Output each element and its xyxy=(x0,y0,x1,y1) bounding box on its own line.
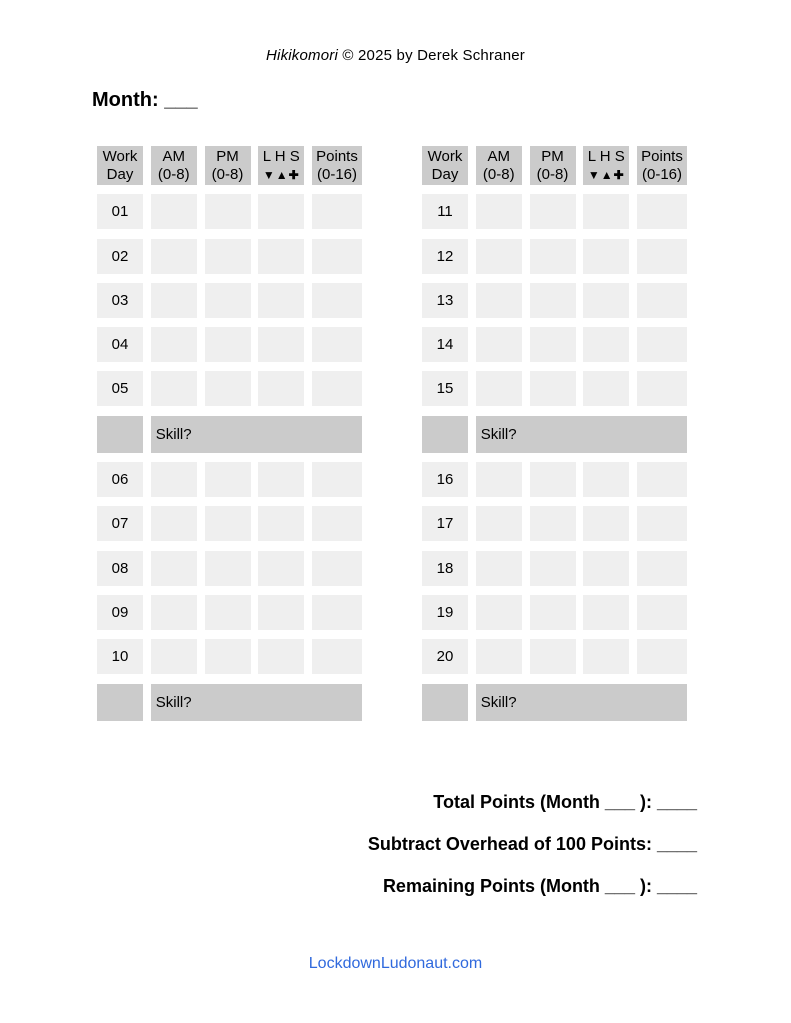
entry-cell xyxy=(312,639,362,674)
work-day-cell: 14 xyxy=(422,327,468,362)
column-header-pm-line1: PM xyxy=(541,147,564,165)
entry-cell xyxy=(151,462,197,497)
column-header-am xyxy=(151,146,197,185)
work-day-cell: 04 xyxy=(97,327,143,362)
entry-cell xyxy=(530,239,576,274)
entry-cell xyxy=(258,551,304,586)
column-header-work-day-line1: Work xyxy=(102,147,138,165)
entry-cell xyxy=(530,283,576,318)
entry-cell xyxy=(637,327,687,362)
work-day-cell: 12 xyxy=(422,239,468,274)
column-header-points-line1: Points xyxy=(641,147,683,165)
entry-cell xyxy=(151,194,197,229)
entry-cell xyxy=(312,506,362,541)
work-day-cell: 15 xyxy=(422,371,468,406)
total-points-line: Total Points (Month ___ ): ____ xyxy=(433,792,697,812)
entry-cell xyxy=(637,639,687,674)
entry-cell xyxy=(583,506,629,541)
entry-cell xyxy=(476,371,522,406)
entry-cell xyxy=(312,595,362,630)
entry-cell xyxy=(151,327,197,362)
entry-cell xyxy=(312,194,362,229)
entry-cell xyxy=(151,283,197,318)
entry-cell xyxy=(258,506,304,541)
month-label: Month: xyxy=(92,89,159,111)
entry-cell xyxy=(583,462,629,497)
column-header-am-line2: (0-8) xyxy=(482,165,515,183)
entry-cell xyxy=(258,595,304,630)
entry-cell xyxy=(637,551,687,586)
column-header-work-day-line2: Day xyxy=(106,165,134,183)
skill-row-spacer xyxy=(97,684,143,721)
website-link[interactable]: LockdownLudonaut.com xyxy=(308,955,483,972)
entry-cell xyxy=(583,639,629,674)
entry-cell xyxy=(205,595,251,630)
work-day-cell: 13 xyxy=(422,283,468,318)
entry-cell xyxy=(476,194,522,229)
entry-cell xyxy=(205,239,251,274)
column-header-am-line1: AM xyxy=(487,147,510,165)
work-day-cell: 08 xyxy=(97,551,143,586)
entry-cell xyxy=(530,506,576,541)
month-line xyxy=(92,89,198,112)
column-header-work-day-line2: Day xyxy=(431,165,459,183)
entry-cell xyxy=(583,371,629,406)
entry-cell xyxy=(205,551,251,586)
entry-cell xyxy=(476,462,522,497)
column-header-points-line1: Points xyxy=(316,147,358,165)
entry-cell xyxy=(205,327,251,362)
skill-row-spacer xyxy=(422,684,468,721)
entry-cell xyxy=(151,639,197,674)
entry-cell xyxy=(637,506,687,541)
month-blank: ___ xyxy=(164,89,198,111)
column-header-am-line2: (0-8) xyxy=(157,165,190,183)
document-title-credit: © 2025 by Derek Schraner xyxy=(338,47,525,64)
entry-cell xyxy=(530,462,576,497)
entry-cell xyxy=(312,283,362,318)
subtract-overhead-line: Subtract Overhead of 100 Points: ____ xyxy=(367,834,697,854)
down-up-plus-icons: ▼▲✚ xyxy=(587,167,625,182)
down-up-plus-icons: ▼▲✚ xyxy=(262,167,300,182)
skill-bar: Skill? xyxy=(151,416,362,453)
column-header-points-line2: (0-16) xyxy=(641,165,682,183)
entry-cell xyxy=(583,194,629,229)
entry-cell xyxy=(530,551,576,586)
entry-cell xyxy=(312,551,362,586)
entry-cell xyxy=(258,639,304,674)
footer xyxy=(0,955,791,973)
entry-cell xyxy=(530,595,576,630)
work-day-cell: 06 xyxy=(97,462,143,497)
column-header-lhs-line1: L H S xyxy=(587,147,625,165)
column-header-lhs xyxy=(583,146,629,185)
work-day-cell: 19 xyxy=(422,595,468,630)
entry-cell xyxy=(312,239,362,274)
column-header-pm-line1: PM xyxy=(216,147,239,165)
entry-cell xyxy=(476,239,522,274)
document-title xyxy=(0,47,791,64)
work-day-table-days-01-10 xyxy=(97,146,362,721)
column-header-pm xyxy=(205,146,251,185)
entry-cell xyxy=(530,194,576,229)
column-header-work-day xyxy=(422,146,468,185)
column-header-work-day xyxy=(97,146,143,185)
entry-cell xyxy=(205,283,251,318)
entry-cell xyxy=(258,283,304,318)
entry-cell xyxy=(637,283,687,318)
work-day-cell: 11 xyxy=(422,194,468,229)
entry-cell xyxy=(583,551,629,586)
entry-cell xyxy=(205,639,251,674)
entry-cell xyxy=(530,371,576,406)
entry-cell xyxy=(151,371,197,406)
entry-cell xyxy=(205,194,251,229)
entry-cell xyxy=(476,327,522,362)
skill-bar: Skill? xyxy=(151,684,362,721)
tables-container xyxy=(97,146,687,721)
skill-row-spacer xyxy=(422,416,468,453)
entry-cell xyxy=(476,506,522,541)
entry-cell xyxy=(637,194,687,229)
entry-cell xyxy=(205,506,251,541)
skill-row-spacer xyxy=(97,416,143,453)
skill-bar: Skill? xyxy=(476,684,687,721)
column-header-am xyxy=(476,146,522,185)
column-header-points xyxy=(637,146,687,185)
work-day-cell: 18 xyxy=(422,551,468,586)
column-header-pm-line2: (0-8) xyxy=(211,165,244,183)
entry-cell xyxy=(583,239,629,274)
entry-cell xyxy=(583,327,629,362)
document-title-name: Hikikomori xyxy=(266,47,339,64)
work-day-cell: 16 xyxy=(422,462,468,497)
entry-cell xyxy=(258,239,304,274)
column-header-lhs-line1: L H S xyxy=(262,147,300,165)
entry-cell xyxy=(312,462,362,497)
work-day-table-days-11-20 xyxy=(422,146,687,721)
work-day-cell: 09 xyxy=(97,595,143,630)
work-day-cell: 17 xyxy=(422,506,468,541)
entry-cell xyxy=(205,371,251,406)
column-header-lhs xyxy=(258,146,304,185)
summary-block xyxy=(368,781,697,907)
work-day-cell: 02 xyxy=(97,239,143,274)
entry-cell xyxy=(258,462,304,497)
entry-cell xyxy=(151,551,197,586)
entry-cell xyxy=(312,327,362,362)
entry-cell xyxy=(312,371,362,406)
entry-cell xyxy=(151,595,197,630)
column-header-am-line1: AM xyxy=(162,147,185,165)
entry-cell xyxy=(637,462,687,497)
entry-cell xyxy=(637,239,687,274)
work-day-cell: 01 xyxy=(97,194,143,229)
column-header-work-day-line1: Work xyxy=(427,147,463,165)
skill-bar: Skill? xyxy=(476,416,687,453)
work-day-cell: 07 xyxy=(97,506,143,541)
column-header-pm xyxy=(530,146,576,185)
entry-cell xyxy=(583,283,629,318)
work-day-cell: 20 xyxy=(422,639,468,674)
work-day-cell: 10 xyxy=(97,639,143,674)
column-header-points xyxy=(312,146,362,185)
column-header-points-line2: (0-16) xyxy=(316,165,357,183)
entry-cell xyxy=(530,327,576,362)
remaining-points-line: Remaining Points (Month ___ ): ____ xyxy=(382,876,697,896)
entry-cell xyxy=(637,371,687,406)
entry-cell xyxy=(151,506,197,541)
entry-cell xyxy=(476,283,522,318)
entry-cell xyxy=(476,551,522,586)
entry-cell xyxy=(476,595,522,630)
entry-cell xyxy=(258,371,304,406)
entry-cell xyxy=(258,327,304,362)
entry-cell xyxy=(530,639,576,674)
work-day-cell: 03 xyxy=(97,283,143,318)
column-header-pm-line2: (0-8) xyxy=(536,165,569,183)
work-day-cell: 05 xyxy=(97,371,143,406)
entry-cell xyxy=(151,239,197,274)
entry-cell xyxy=(476,639,522,674)
entry-cell xyxy=(583,595,629,630)
entry-cell xyxy=(258,194,304,229)
entry-cell xyxy=(637,595,687,630)
entry-cell xyxy=(205,462,251,497)
